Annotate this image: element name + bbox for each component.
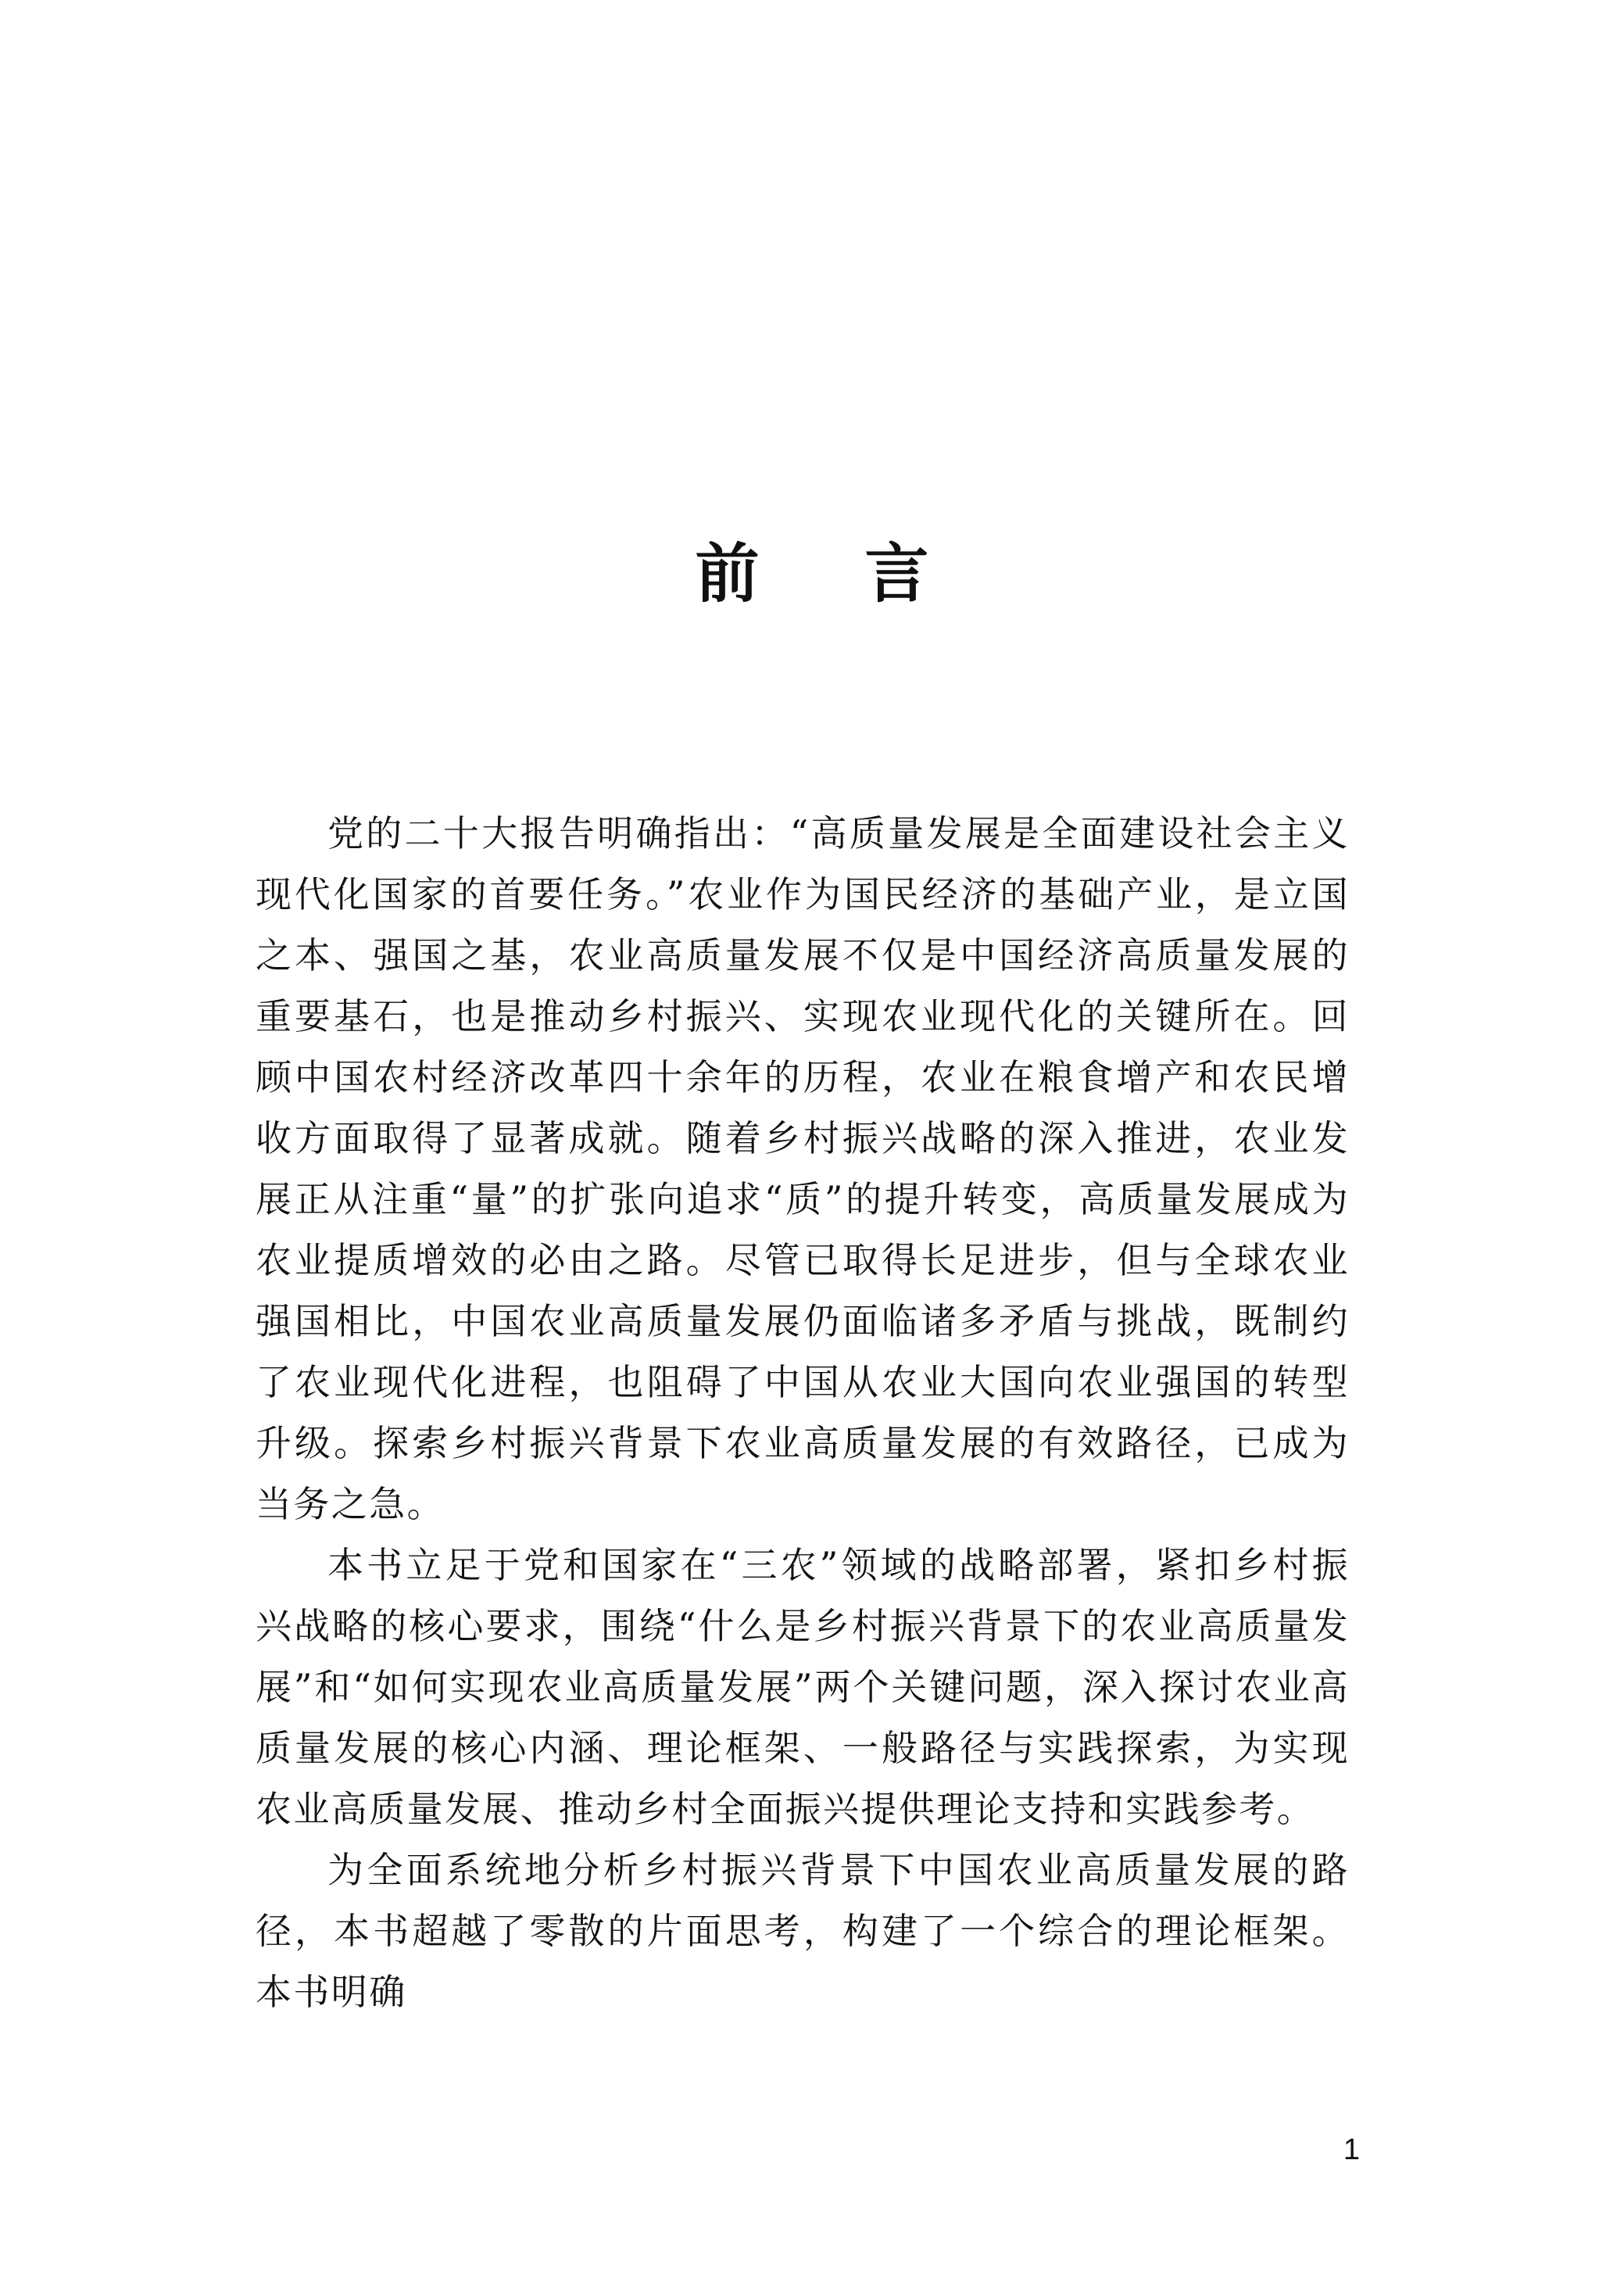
paragraph: 为全面系统地分析乡村振兴背景下中国农业高质量发展的路径，本书超越了零散的片面思考，构建了一个综合的理论框架。本书明确: [256, 1849, 1350, 2013]
page-number: 1: [1343, 2133, 1360, 2166]
paragraph: 党的二十大报告明确指出：“高质量发展是全面建设社会主义现代化国家的首要任务。”农业作为国民经济的基础产业，是立国之本、强国之基，农业高质量发展不仅是中国经济高质量发展的重要基石，也是推动乡村振兴、实现农业现代化的关键所在。回顾中国农村经济改革四十余年的历程，农业在粮食增产和农民增收方面取得了显著成就。随着乡村振兴战略的深入推进，农业发展正从注重“量”的扩张向追求“质”的提升转变，高质量发展成为农业提质增效的必由之路。尽管已取得长足进步，但与全球农业强国相比，中国农业高质量发展仍面临诸多矛盾与挑战，既制约了农业现代化进程，也阻碍了中国从农业大国向农业强国的转型升级。探索乡村振兴背景下农业高质量发展的有效路径，已成为当务之急。: [256, 812, 1350, 1525]
paragraph: 本书立足于党和国家在“三农”领域的战略部署，紧扣乡村振兴战略的核心要求，围绕“什么是乡村振兴背景下的农业高质量发展”和“如何实现农业高质量发展”两个关键问题，深入探讨农业高质量发展的核心内涵、理论框架、一般路径与实践探索，为实现农业高质量发展、推动乡村全面振兴提供理论支持和实践参考。: [256, 1544, 1350, 1830]
preface-body: [256, 803, 1350, 2022]
page-title: 前言: [695, 537, 1035, 611]
